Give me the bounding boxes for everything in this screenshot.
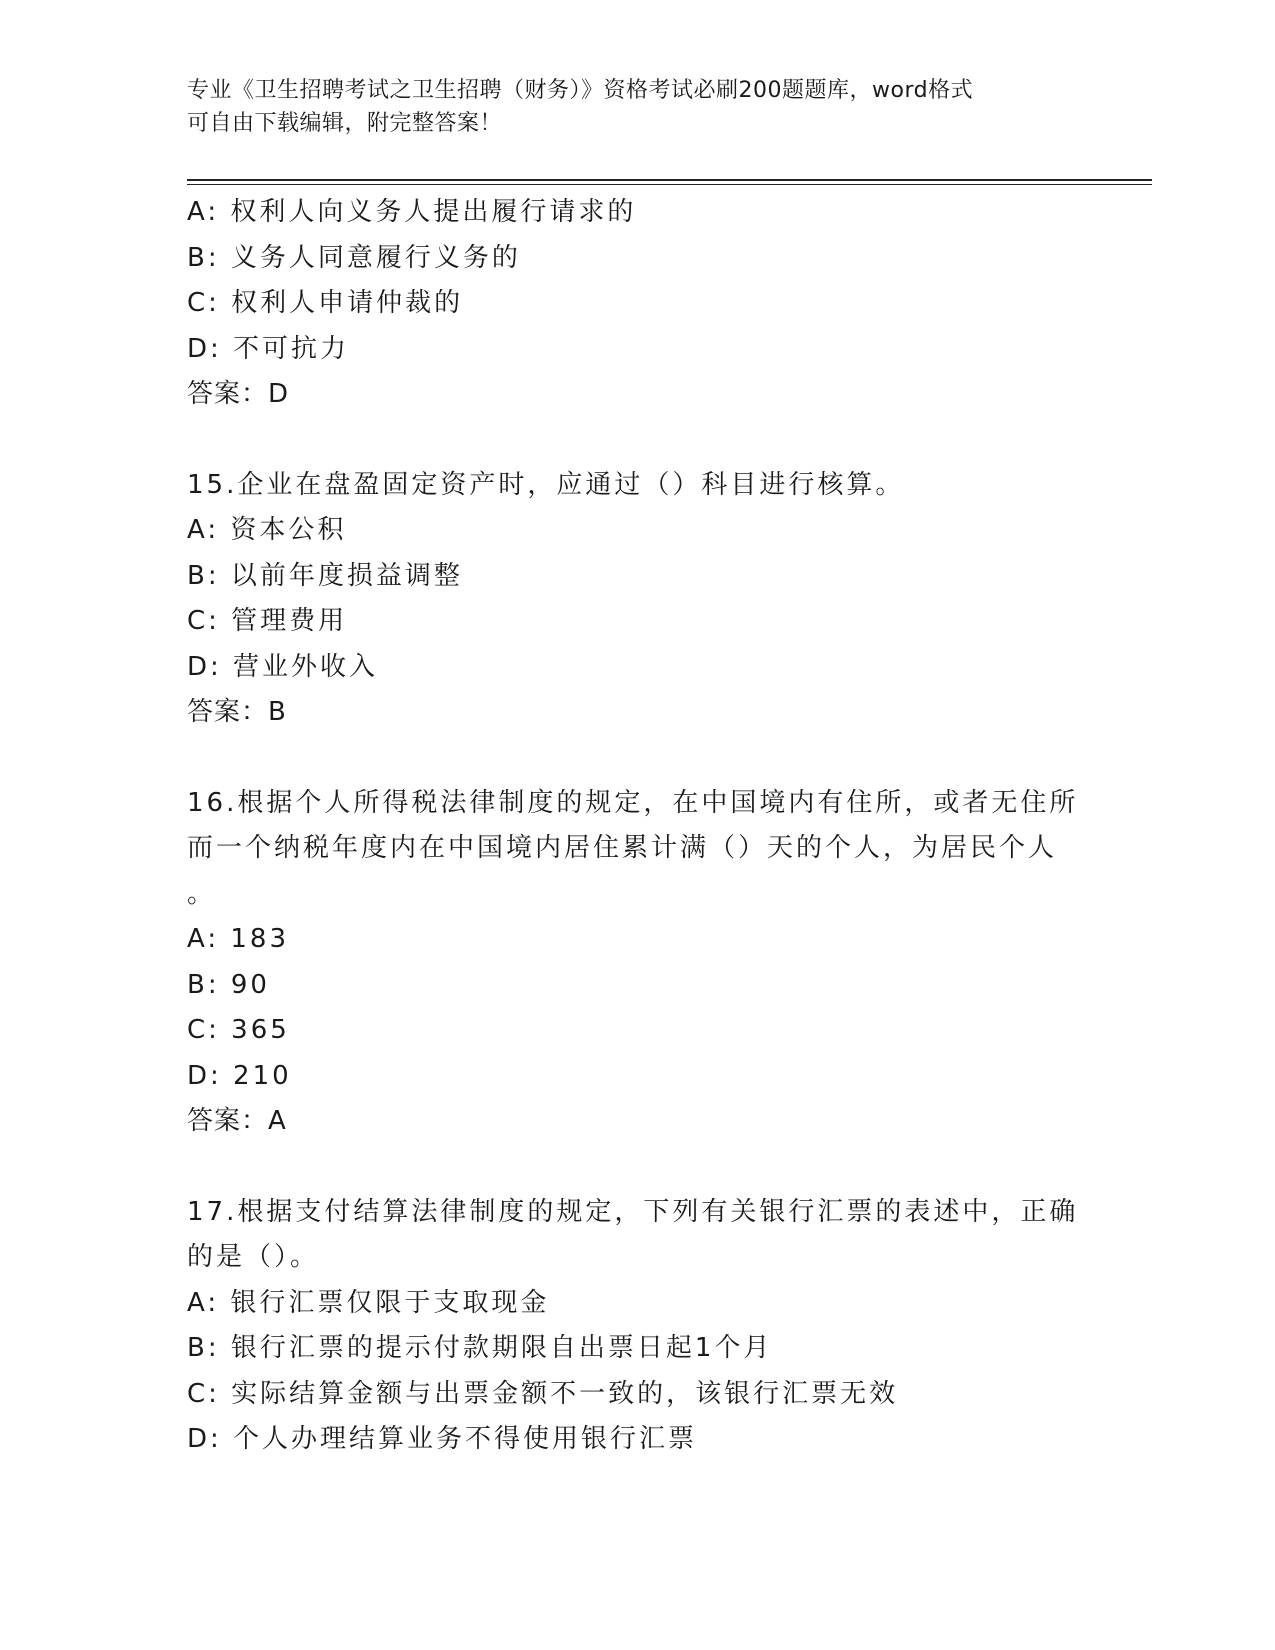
option-d: D: 210 — [187, 1060, 292, 1091]
answer-line: 答案：D — [187, 379, 290, 409]
spacer — [187, 418, 1087, 463]
option-c: C: 权利人申请仲裁的 — [187, 288, 464, 318]
option-a: A: 银行汇票仅限于支取现金 — [187, 1287, 550, 1318]
spacer — [187, 736, 1087, 781]
option-b: B: 银行汇票的提示付款期限自出票日起1个月 — [187, 1333, 773, 1363]
header-line-1: 专业《卫生招聘考试之卫生招聘（财务）》资格考试必刷200题题库，word格式 — [187, 78, 974, 103]
option-a: A: 权利人向义务人提出履行请求的 — [187, 197, 637, 227]
option-d: D: 营业外收入 — [187, 651, 379, 682]
question-list — [187, 190, 1087, 1463]
option-b: B: 义务人同意履行义务的 — [187, 242, 521, 273]
question-text-line-3: 。 — [187, 878, 217, 909]
question-16 — [187, 781, 1087, 1145]
question-text: 15.企业在盘盈固定资产时，应通过（）科目进行核算。 — [187, 469, 905, 500]
question-text-line-1: 16.根据个人所得税法律制度的规定，在中国境内有住所，或者无住所 — [187, 787, 1079, 818]
document-header — [187, 74, 1087, 140]
option-c: C: 管理费用 — [187, 606, 348, 636]
option-c: C: 实际结算金额与出票金额不一致的，该银行汇票无效 — [187, 1378, 899, 1409]
answer-line: 答案：B — [187, 697, 287, 727]
spacer — [187, 1145, 1087, 1190]
question-14-continued — [187, 190, 1087, 418]
question-text-line-2: 的是（）。 — [187, 1242, 320, 1272]
header-line-2: 可自由下载编辑，附完整答案！ — [187, 111, 503, 136]
option-d: D: 不可抗力 — [187, 333, 350, 364]
option-b: B: 以前年度损益调整 — [187, 560, 463, 591]
option-b: B: 90 — [187, 969, 270, 1000]
header-divider-thin — [187, 184, 1152, 185]
question-text-line-2: 而一个纳税年度内在中国境内居住累计满（）天的个人，为居民个人 — [187, 833, 1058, 863]
question-text-line-1: 17.根据支付结算法律制度的规定，下列有关银行汇票的表述中，正确 — [187, 1196, 1079, 1227]
option-a: A: 资本公积 — [187, 515, 347, 545]
answer-line: 答案：A — [187, 1106, 287, 1136]
header-divider-thick — [187, 179, 1152, 181]
option-c: C: 365 — [187, 1015, 290, 1045]
option-a: A: 183 — [187, 924, 289, 954]
question-17 — [187, 1190, 1087, 1463]
question-15 — [187, 463, 1087, 736]
option-d: D: 个人办理结算业务不得使用银行汇票 — [187, 1424, 698, 1454]
